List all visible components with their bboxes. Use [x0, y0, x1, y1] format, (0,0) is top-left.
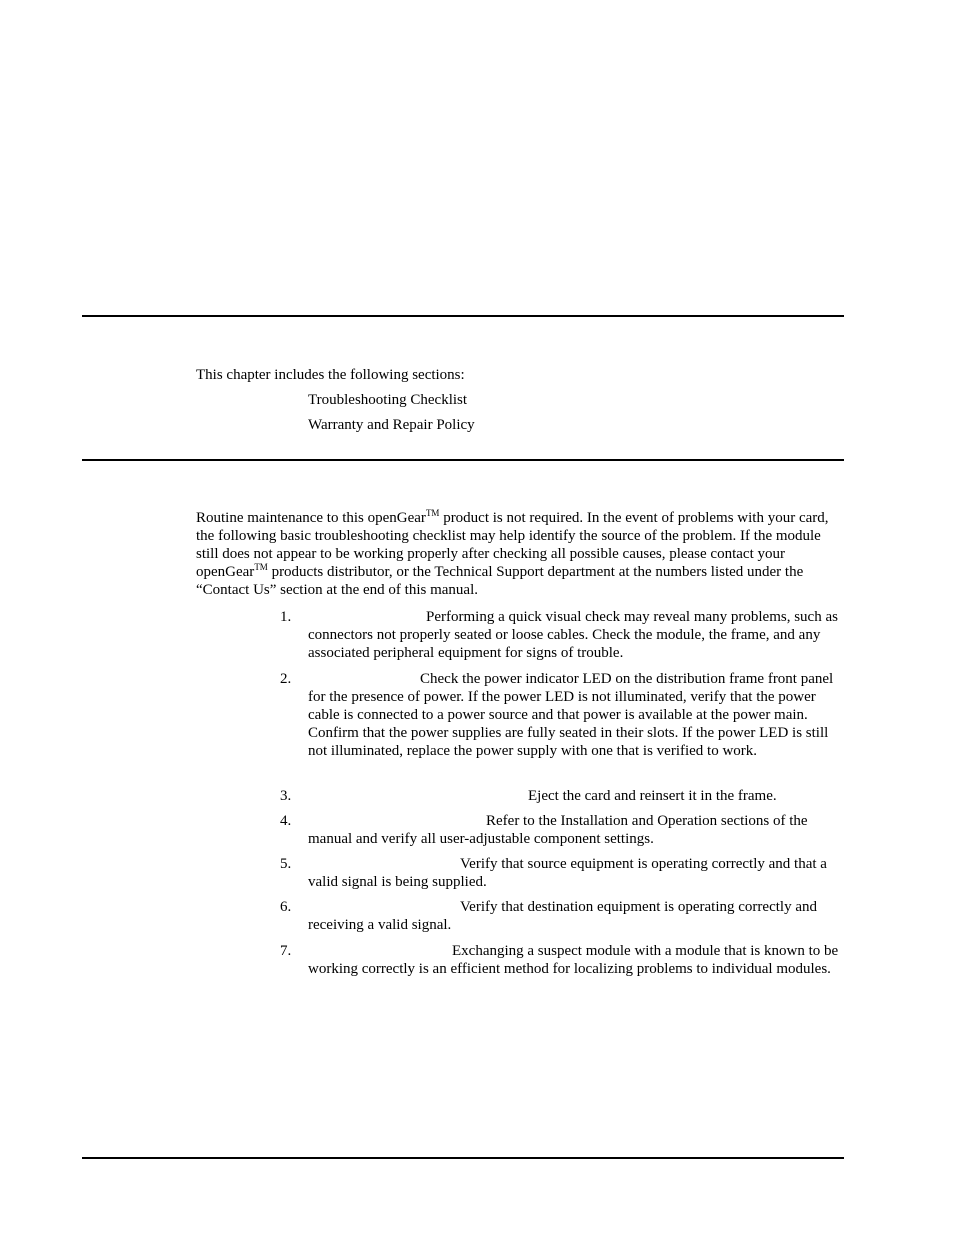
checklist-item-6 [196, 898, 844, 934]
checklist-item-4 [196, 812, 844, 848]
checklist-text: Verify that destination equipment is operating correctly and receiving a valid signal. [308, 899, 817, 933]
section-link-troubleshooting[interactable]: Troubleshooting Checklist [308, 392, 468, 408]
maintenance-paragraph [196, 509, 844, 599]
checklist-number: 1. [280, 609, 292, 625]
chapter-intro: This chapter includes the following sections: [196, 367, 465, 383]
checklist-number: 5. [280, 856, 292, 872]
checklist-item-2 [196, 670, 844, 760]
top-divider [82, 315, 844, 317]
checklist-text: Refer to the Installation and Operation sections of the manual and verify all user-adjustable component settings. [308, 813, 808, 847]
checklist-number: 3. [280, 788, 292, 804]
checklist-text: Performing a quick visual check may reveal many problems, such as connectors not properly seated or loose cables. Check the module, the frame, and any associated peripheral equipment for signs of trouble. [308, 609, 838, 661]
checklist-number: 2. [280, 671, 292, 687]
checklist-text: Exchanging a suspect module with a module that is known to be working correctly is an efficient method for localizing problems to individual modules. [308, 943, 839, 977]
checklist-number: 7. [280, 943, 292, 959]
checklist-item-3 [196, 787, 844, 805]
checklist-item-1 [196, 608, 844, 662]
paragraph-part1: Routine maintenance to this openGear [196, 510, 426, 526]
paragraph-part2: product is not required. In the event of problems with your card, the following basic troubleshooting checklist may help identify the source of the problem. If the module still does not appear to be working properly after checking all possible causes, please contact your openGear [196, 510, 829, 580]
trademark-1: TM [425, 508, 440, 518]
footer-divider [82, 1157, 844, 1159]
checklist-item-7 [196, 942, 844, 978]
middle-divider [82, 459, 844, 461]
checklist-text: Eject the card and reinsert it in the frame. [528, 788, 777, 804]
trademark-2: TM [254, 562, 268, 572]
checklist-number: 6. [280, 899, 292, 915]
section-link-warranty[interactable]: Warranty and Repair Policy [308, 417, 475, 433]
checklist-item-5 [196, 855, 844, 891]
paragraph-part3: products distributor, or the Technical Support department at the numbers listed under the “Contact Us” section at the end of this manual. [196, 564, 804, 598]
checklist-text: Verify that source equipment is operating correctly and that a valid signal is being supplied. [308, 856, 827, 890]
checklist-text: Check the power indicator LED on the distribution frame front panel for the presence of power. If the power LED is not illuminated, verify that the power cable is connected to a power source and that power is available at the power main. Confirm that the power supplies are fully seated in their slots. If the power LED is still not illuminated, replace the power supply with one that is verified to work. [308, 671, 834, 759]
checklist-number: 4. [280, 813, 292, 829]
